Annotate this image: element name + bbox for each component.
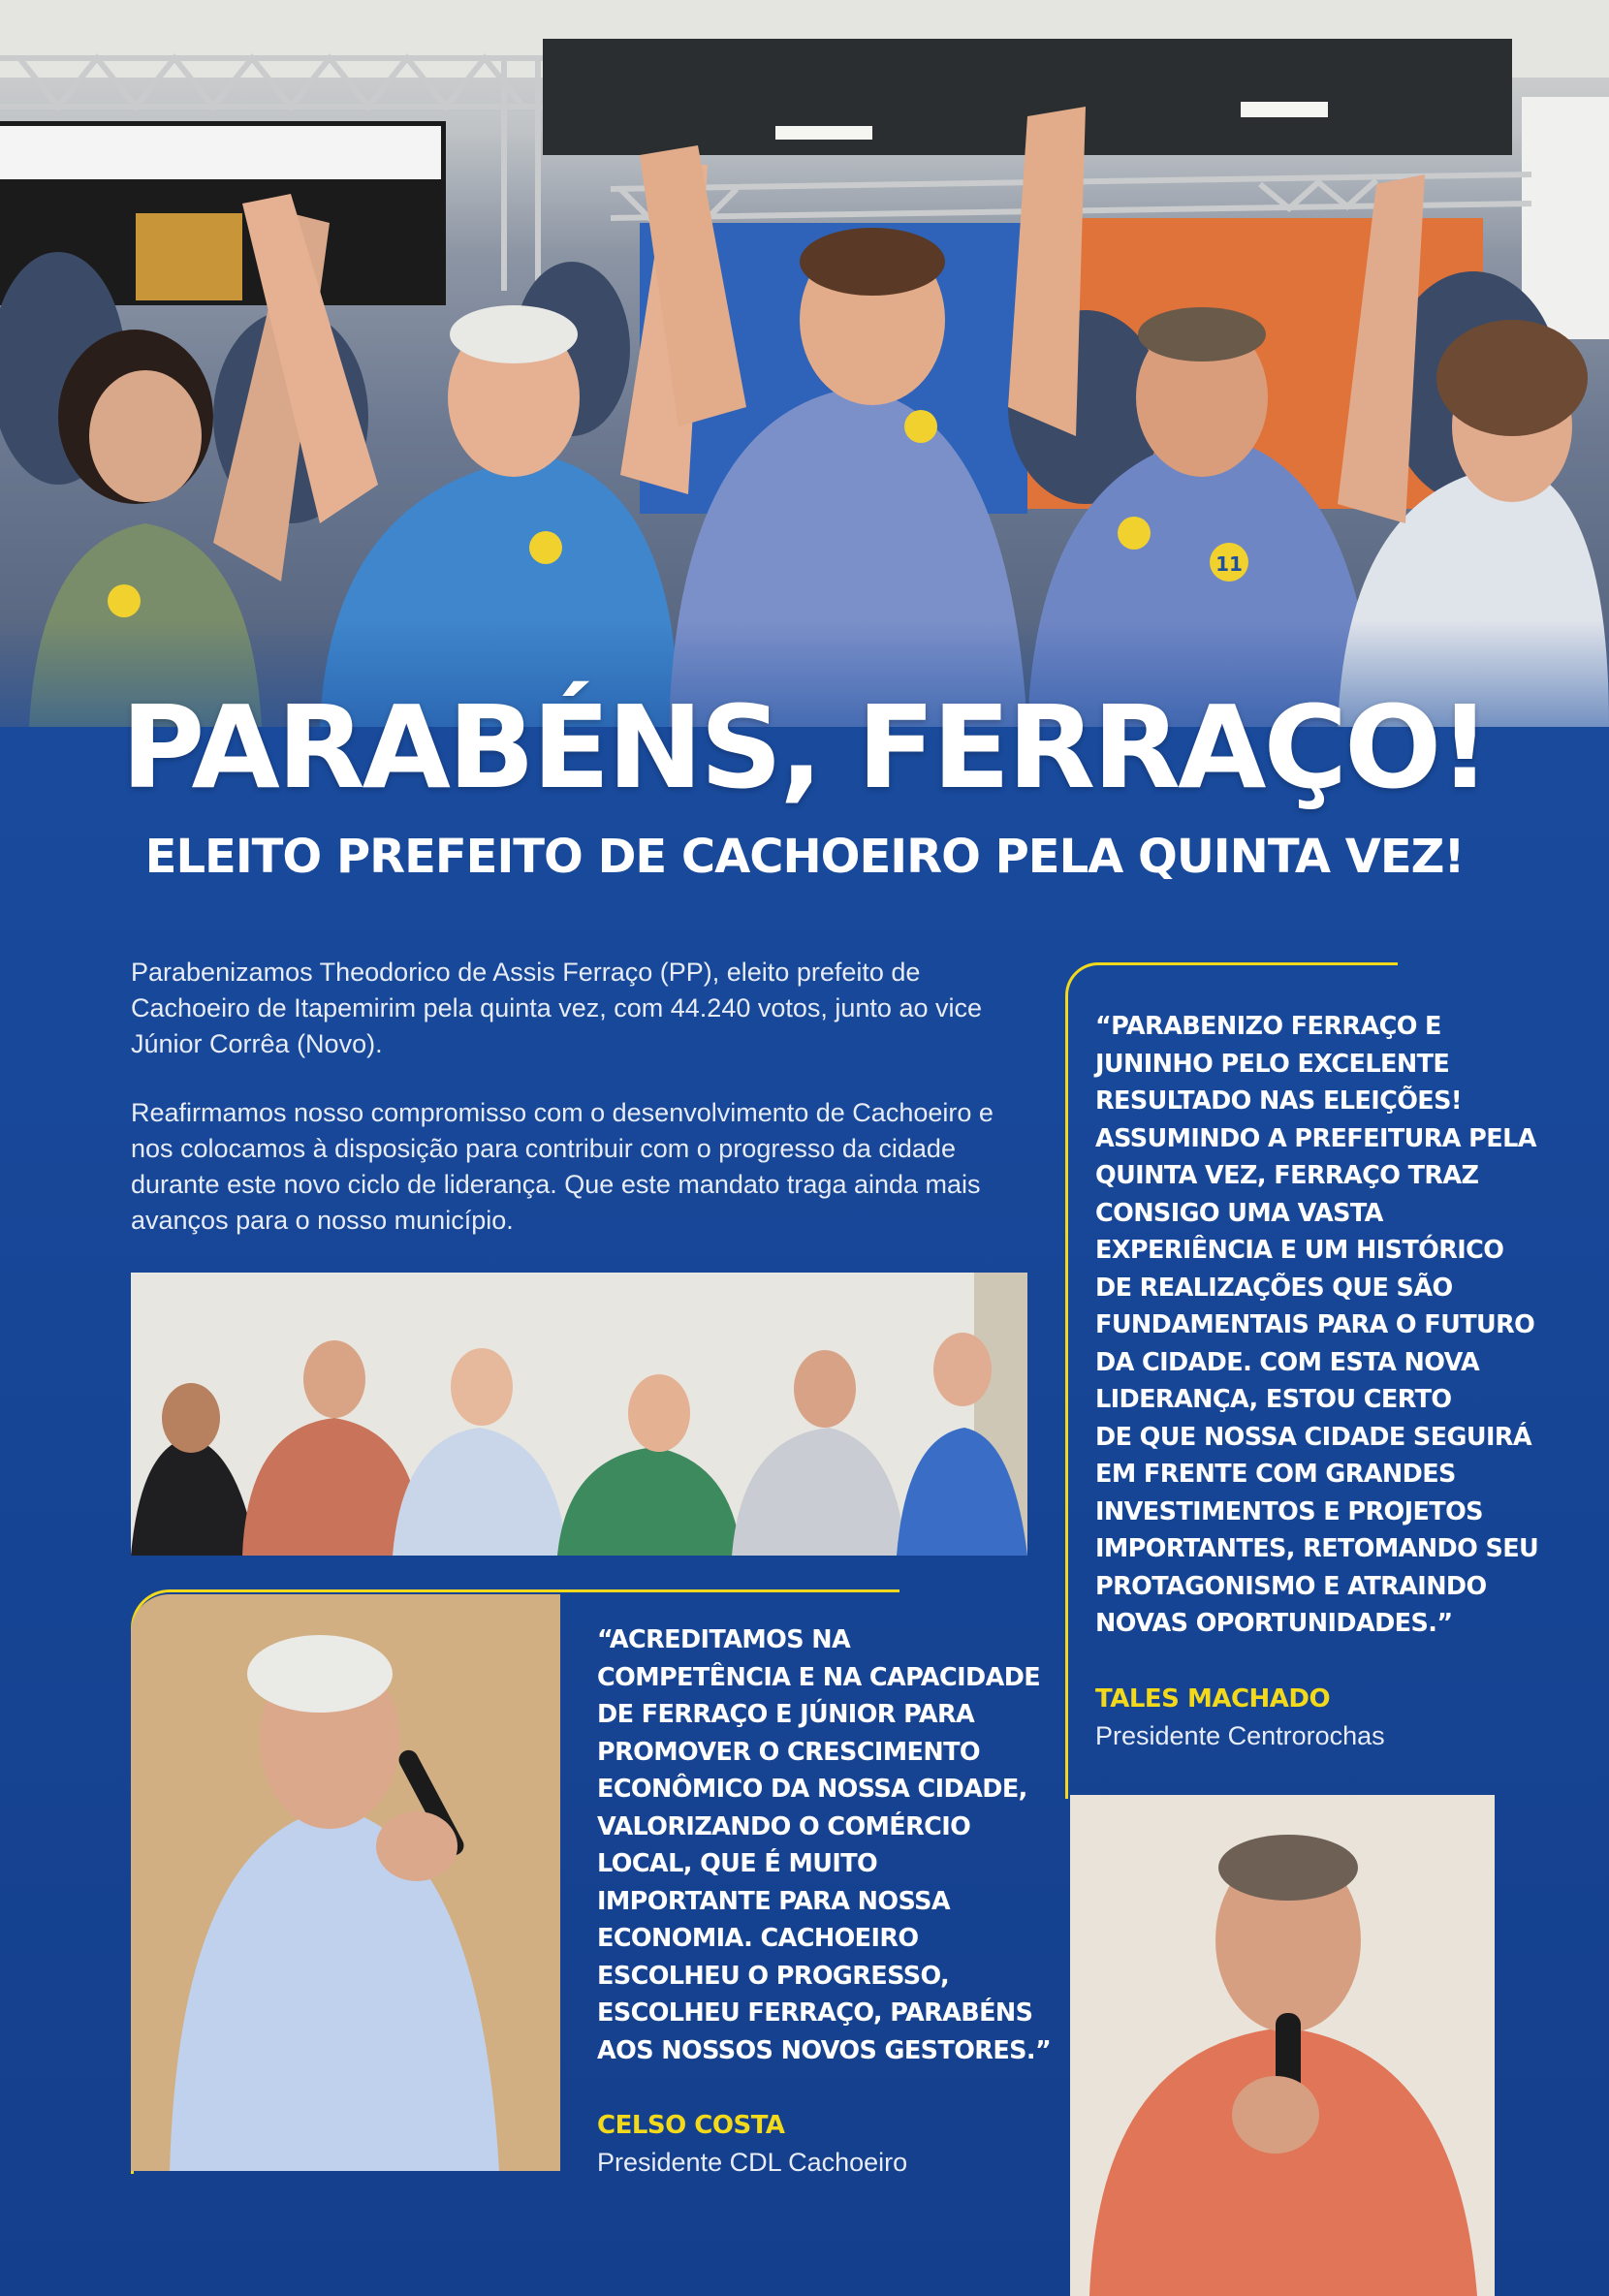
hero-photo	[0, 0, 1609, 727]
quote-text-celso: “ACREDITAMOS NA COMPETÊNCIA E NA CAPACIDADE DE FERRAÇO E JÚNIOR PARA PROMOVER O CRESCIMENTO ECONÔMICO DA NOSSA CIDADE, VALORIZANDO O COMÉRCIO LOCAL, QUE É MUITO IMPORTANTE PARA NOSSA ECONOMIA. CACHOEIRO ESCOLHEU O PROGRESSO, ESCOLHEU FERRAÇO, PARABÉNS AOS NOSSOS NOVOS GESTORES.”	[597, 1625, 1052, 2065]
author-name-celso: CELSO COSTA	[597, 2111, 785, 2140]
commitment-paragraph: Reafirmamos nosso compromisso com o desenvolvimento de Cachoeiro e nos colocamos à disposição para contribuir com o progresso da cidade durante este novo ciclo de liderança. Que este mandato traga ainda mais avanços para o nosso município.	[131, 1098, 994, 1235]
group-photo	[131, 1273, 1027, 1556]
author-name-tales: TALES MACHADO	[1095, 1684, 1331, 1714]
page-title: PARABÉNS, FERRAÇO!	[120, 680, 1489, 814]
intro-paragraph: Parabenizamos Theodorico de Assis Ferraço (PP), eleito prefeito de Cachoeiro de Itapemirim pela quinta vez, com 44.240 votos, junto ao vice Júnior Corrêa (Novo).	[131, 958, 982, 1058]
celso-costa-photo	[131, 1594, 560, 2171]
badge-number: 11	[1215, 552, 1243, 576]
author-role-celso: Presidente CDL Cachoeiro	[597, 2148, 908, 2177]
quote-text-tales: “PARABENIZO FERRAÇO E JUNINHO PELO EXCELENTE RESULTADO NAS ELEIÇÕES! ASSUMINDO A PREFEITURA PELA QUINTA VEZ, FERRAÇO TRAZ CONSIGO UMA VASTA EXPERIÊNCIA E UM HISTÓRICO DE REALIZAÇÕES QUE SÃO FUNDAMENTAIS PARA O FUTURO DA CIDADE. COM ESTA NOVA LIDERANÇA, ESTOU CERTO DE QUE NOSSA CIDADE SEGUIRÁ EM FRENTE COM GRANDES INVESTIMENTOS E PROJETOS IMPORTANTES, RETOMANDO SEU PROTAGONISMO E ATRAINDO NOVAS OPORTUNIDADES.”	[1095, 1012, 1539, 1638]
author-role-tales: Presidente Centrorochas	[1095, 1721, 1385, 1750]
tales-machado-photo	[1070, 1795, 1495, 2296]
page-subtitle: ELEITO PREFEITO DE CACHOEIRO PELA QUINTA VEZ!	[144, 830, 1465, 884]
